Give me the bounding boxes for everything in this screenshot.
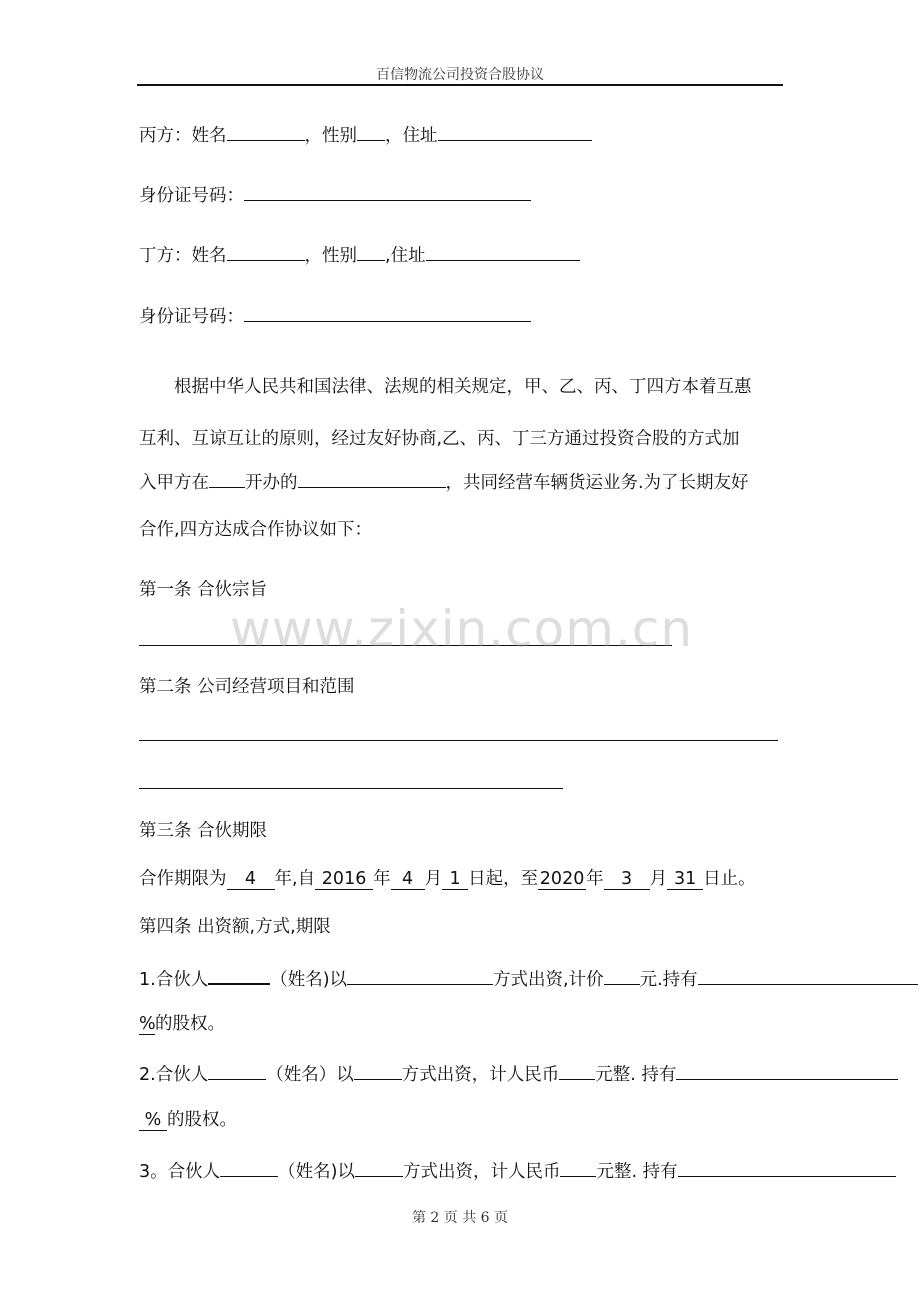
preamble-line-3c: ，共同经营车辆货运业务.为了长期友好 [445, 473, 749, 493]
party-c-name-label: 丙方：姓名 [139, 126, 227, 146]
party-d-address-blank [426, 240, 580, 261]
preamble-line-3a: 入甲方在 [139, 473, 209, 493]
header-rule [137, 84, 783, 86]
item-3-rmb-label: 方式出资，计人民币 [402, 1162, 561, 1182]
page-footer: 第 2 页 共 6 页 [411, 1210, 509, 1226]
term-label: 合作期限为 [139, 869, 227, 889]
party-d-gender-blank [357, 240, 385, 261]
item-1-equity-label: 的股权。 [155, 1014, 225, 1034]
party-c-gender-blank [357, 120, 385, 141]
item-3-hold-label: 元整. 持有 [596, 1162, 678, 1182]
article-4-item-3 [139, 1156, 896, 1185]
article-4-item-2-cont [139, 1107, 237, 1133]
party-c-id-blank [244, 180, 531, 201]
item-3-method-blank [355, 1156, 403, 1177]
term-years: 4 [227, 869, 275, 890]
article-2-fill-line-1 [139, 740, 778, 741]
item-1-partner-label: 1.合伙人 [139, 970, 209, 990]
end-month: 3 [604, 869, 650, 890]
end-day-unit: 日止。 [703, 869, 756, 889]
term-years-unit: 年,自 [274, 869, 316, 889]
item-1-hold-label: 元.持有 [639, 970, 698, 990]
item-2-equity-label: 的股权。 [167, 1110, 237, 1130]
end-month-unit: 月 [649, 869, 668, 889]
party-d-address-label: ,住址 [385, 246, 426, 266]
party-c-id-line [139, 180, 531, 209]
article-2-fill-line-2 [139, 788, 563, 789]
item-1-partner-blank [208, 963, 270, 985]
article-4-title: 第四条 出资额,方式,期限 [139, 917, 331, 937]
start-month-unit: 月 [424, 869, 443, 889]
article-4-item-1 [139, 963, 918, 993]
item-3-partner-blank [220, 1156, 278, 1177]
end-day: 31 [667, 869, 703, 890]
item-2-rmb-label: 方式出资，计人民币 [401, 1065, 560, 1085]
article-3-title: 第三条 合伙期限 [139, 821, 268, 841]
preamble-line-3 [139, 467, 749, 496]
item-2-share-blank [676, 1059, 898, 1080]
party-d-id-line [139, 301, 531, 330]
party-c-name-blank [227, 120, 305, 141]
party-c-address-label: 住址 [402, 126, 438, 146]
preamble-line-3b: 开办的 [245, 473, 298, 493]
preamble-company-blank [298, 467, 446, 488]
start-month: 4 [391, 869, 425, 890]
end-year: 2020 [539, 869, 585, 889]
item-1-method-blank [347, 964, 493, 985]
party-d-line [139, 240, 580, 269]
item-2-partner-blank [208, 1059, 266, 1080]
preamble-line-1: 根据中华人民共和国法律、法规的相关规定，甲、乙、丙、丁四方本着互惠 [174, 377, 752, 397]
party-c-comma: ， [304, 126, 322, 146]
preamble-location-blank [209, 467, 245, 488]
start-day-unit: 日起，至 [468, 869, 539, 889]
start-day: 1 [442, 869, 468, 890]
article-4-item-1-cont [139, 1011, 225, 1037]
item-2-method-blank [354, 1059, 402, 1080]
header-title: 百信物流公司投资合股协议 [376, 67, 544, 83]
article-4-item-2 [139, 1059, 898, 1088]
item-3-amount-blank [560, 1156, 596, 1177]
party-d-name-blank [227, 240, 305, 261]
preamble-line-4: 合作,四方达成合作协议如下： [139, 520, 373, 540]
item-3-name-label: （姓名)以 [278, 1162, 355, 1182]
item-1-price-label: 方式出资,计价 [493, 970, 604, 990]
start-year: 2016 [315, 869, 373, 890]
party-c-id-label: 身份证号码： [139, 186, 244, 206]
item-2-amount-blank [559, 1059, 595, 1080]
party-c-address-blank [438, 120, 592, 141]
party-c-gender-label: 性别 [322, 126, 357, 146]
start-year-unit: 年 [373, 869, 391, 889]
item-1-percent: % [139, 1014, 156, 1034]
item-2-hold-label: 元整. 持有 [595, 1065, 677, 1085]
item-3-partner-label: 3。合伙人 [139, 1162, 221, 1182]
party-d-name-label: 丁方：姓名 [139, 246, 227, 266]
item-1-share-blank [698, 964, 918, 985]
item-2-partner-label: 2.合伙人 [139, 1065, 209, 1085]
item-2-percent: % [139, 1110, 167, 1131]
preamble-line-2: 互利、互谅互让的原则，经过友好协商,乙、丙、丁三方通过投资合股的方式加 [139, 429, 740, 449]
party-c-line [139, 120, 592, 149]
party-d-gender-label: 性别 [322, 246, 357, 266]
article-1-title: 第一条 合伙宗旨 [139, 580, 268, 600]
item-1-amount-blank [604, 964, 640, 985]
article-2-title: 第二条 公司经营项目和范围 [139, 677, 355, 697]
party-d-id-label: 身份证号码： [139, 307, 244, 327]
end-year-unit: 年 [586, 869, 604, 889]
party-d-comma: ， [304, 246, 322, 266]
item-2-name-label: （姓名）以 [266, 1065, 354, 1085]
watermark: www.zixin.com.cn [230, 600, 694, 658]
article-3-term-line [139, 866, 756, 892]
party-c-comma-2: ， [385, 126, 403, 146]
party-d-id-blank [244, 301, 531, 322]
item-1-name-label: （姓名)以 [270, 970, 348, 990]
item-3-share-blank [678, 1156, 896, 1177]
